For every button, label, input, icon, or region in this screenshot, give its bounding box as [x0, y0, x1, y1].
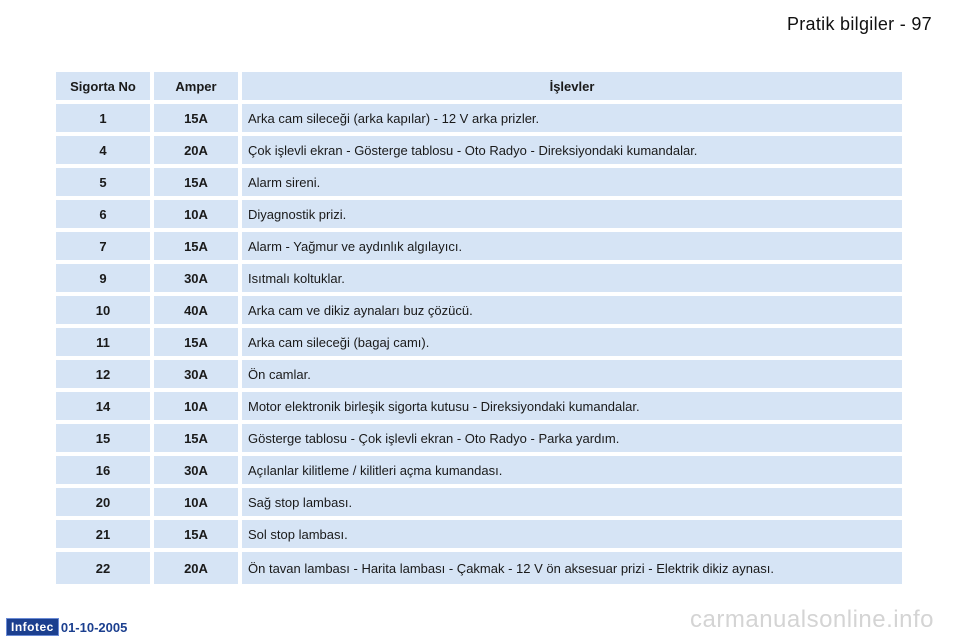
fuse-function: Isıtmalı koltuklar.	[238, 264, 902, 292]
table-row	[56, 360, 902, 388]
fuse-amperage: 10A	[150, 488, 238, 516]
fuse-number: 7	[56, 232, 150, 260]
table-row	[56, 136, 902, 164]
table-header-row	[56, 72, 902, 100]
column-header-amper: Amper	[150, 72, 238, 100]
fuse-number: 21	[56, 520, 150, 548]
fuse-function: Sol stop lambası.	[238, 520, 902, 548]
table-row	[56, 424, 902, 452]
fuse-number: 10	[56, 296, 150, 324]
fuse-function: Gösterge tablosu - Çok işlevli ekran - Oto Radyo - Parka yardım.	[238, 424, 902, 452]
fuse-function: Çok işlevli ekran - Gösterge tablosu - Oto Radyo - Direksiyondaki kumandalar.	[238, 136, 902, 164]
fuse-function: Alarm sireni.	[238, 168, 902, 196]
table-row	[56, 488, 902, 516]
fuse-function: Alarm - Yağmur ve aydınlık algılayıcı.	[238, 232, 902, 260]
fuse-amperage: 30A	[150, 360, 238, 388]
fuse-number: 16	[56, 456, 150, 484]
fuse-number: 6	[56, 200, 150, 228]
table-row	[56, 104, 902, 132]
fuse-function: Ön tavan lambası - Harita lambası - Çakmak - 12 V ön aksesuar prizi - Elektrik dikiz aynası.	[238, 552, 902, 584]
fuse-table	[56, 68, 902, 588]
table-row	[56, 168, 902, 196]
fuse-amperage: 15A	[150, 520, 238, 548]
fuse-number: 22	[56, 552, 150, 584]
watermark: carmanualsonline.info	[690, 606, 934, 633]
fuse-number: 15	[56, 424, 150, 452]
fuse-number: 11	[56, 328, 150, 356]
fuse-amperage: 40A	[150, 296, 238, 324]
fuse-function: Motor elektronik birleşik sigorta kutusu - Direksiyondaki kumandalar.	[238, 392, 902, 420]
fuse-number: 5	[56, 168, 150, 196]
fuse-amperage: 15A	[150, 104, 238, 132]
infotec-logo: Infotec	[6, 618, 59, 636]
fuse-function: Arka cam sileceği (arka kapılar) - 12 V arka prizler.	[238, 104, 902, 132]
fuse-amperage: 15A	[150, 232, 238, 260]
fuse-amperage: 20A	[150, 552, 238, 584]
table-row	[56, 328, 902, 356]
fuse-function: Diyagnostik prizi.	[238, 200, 902, 228]
table-row	[56, 520, 902, 548]
fuse-function: Arka cam sileceği (bagaj camı).	[238, 328, 902, 356]
fuse-number: 14	[56, 392, 150, 420]
fuse-function: Açılanlar kilitleme / kilitleri açma kumandası.	[238, 456, 902, 484]
footer	[6, 618, 127, 636]
fuse-amperage: 20A	[150, 136, 238, 164]
fuse-function: Arka cam ve dikiz aynaları buz çözücü.	[238, 296, 902, 324]
fuse-number: 9	[56, 264, 150, 292]
table-row	[56, 552, 902, 584]
fuse-function: Sağ stop lambası.	[238, 488, 902, 516]
table-row	[56, 232, 902, 260]
fuse-amperage: 30A	[150, 264, 238, 292]
column-header-fuse-no: Sigorta No	[56, 72, 150, 100]
fuse-amperage: 15A	[150, 168, 238, 196]
fuse-amperage: 15A	[150, 424, 238, 452]
fuse-amperage: 10A	[150, 392, 238, 420]
fuse-function: Ön camlar.	[238, 360, 902, 388]
fuse-amperage: 10A	[150, 200, 238, 228]
table-row	[56, 456, 902, 484]
table-row	[56, 264, 902, 292]
table-row	[56, 200, 902, 228]
table-row	[56, 296, 902, 324]
fuse-number: 20	[56, 488, 150, 516]
column-header-functions: İşlevler	[238, 72, 902, 100]
fuse-amperage: 15A	[150, 328, 238, 356]
fuse-amperage: 30A	[150, 456, 238, 484]
fuse-number: 1	[56, 104, 150, 132]
footer-date: 01-10-2005	[60, 619, 128, 635]
fuse-number: 4	[56, 136, 150, 164]
table-row	[56, 392, 902, 420]
page-title: Pratik bilgiler - 97	[786, 14, 932, 34]
fuse-number: 12	[56, 360, 150, 388]
